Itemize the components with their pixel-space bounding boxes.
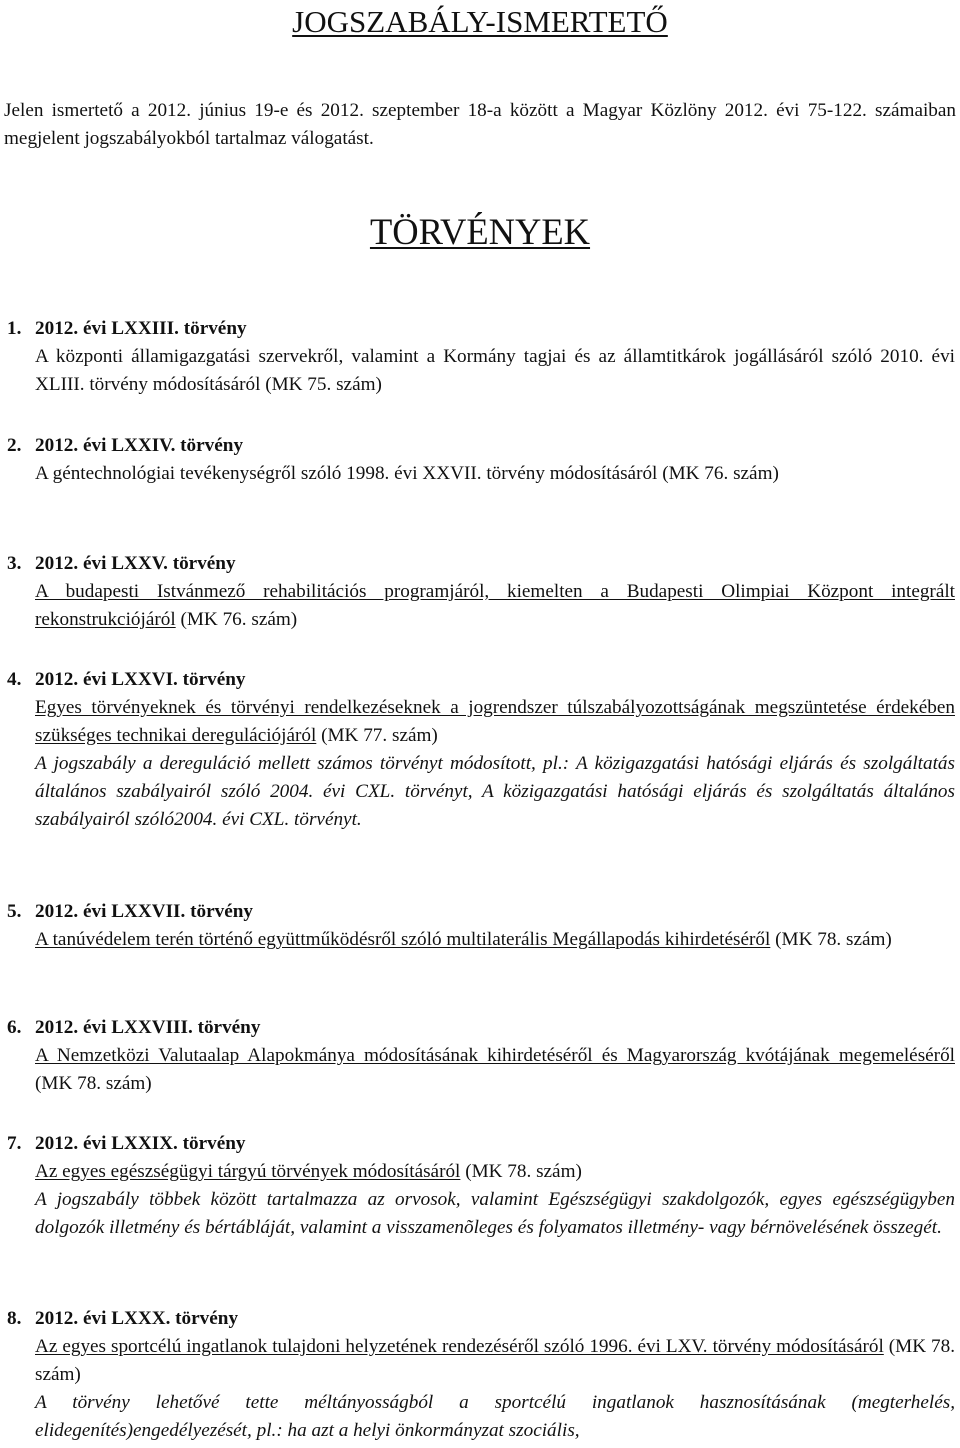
law-entry [7,432,955,488]
intro-paragraph: Jelen ismertető a 2012. június 19-e és 2012. szeptember 18-a között a Magyar Közlöny 2012. évi 75-122. számaiban megjelent jogszabályokból tartalmaz válogatást. [4,100,956,149]
law-title-paragraph [35,1158,955,1186]
law-entry [7,1305,956,1445]
law-heading [7,1305,955,1333]
law-heading-text: 2012. évi LXXIII. törvény [35,318,247,339]
law-entry [7,898,955,954]
law-heading [7,550,955,578]
law-title: Az egyes egészségügyi tárgyú törvények módosításáról [35,1161,461,1182]
law-source: (MK 78. szám) [460,1161,582,1182]
law-number: 8. [7,1308,22,1329]
law-title: A budapesti Istvánmező rehabilitációs programjáról, kiemelten a Budapesti Olimpiai Központ integrált rekonstrukciójáról [35,581,955,630]
law-number: 2. [7,435,22,456]
law-heading [7,898,955,926]
law-heading [7,666,955,694]
law-heading-text: 2012. évi LXXVIII. törvény [35,1017,261,1038]
document-title: JOGSZABÁLY-ISMERTETŐ [292,4,668,39]
law-title-paragraph [35,1333,955,1389]
law-heading-text: 2012. évi LXXX. törvény [35,1308,239,1329]
law-source: (MK 78. szám) [770,929,892,950]
law-entry [7,1014,955,1098]
law-number: 3. [7,553,22,574]
law-title: A tanúvédelem terén történő együttműködésről szóló multilaterális Megállapodás kihirdetéséről [35,929,771,950]
law-title: A géntechnológiai tevékenységről szóló 1998. évi XXVII. törvény módosításáról [35,463,658,484]
law-title: Egyes törvényeknek és törvényi rendelkezéseknek a jogrendszer túlszabályozottságának megszüntetése érdekében szükséges technikai deregulációjáról [35,697,955,746]
law-title: A központi államigazgatási szervekről, valamint a Kormány tagjai és az államtitkárok jogállásáról szóló 2010. évi XLIII. törvény módosításáról [35,346,955,395]
law-entry [7,1130,955,1242]
law-number: 7. [7,1133,22,1154]
law-title-paragraph [35,694,955,750]
law-heading [7,1014,955,1042]
law-heading [7,432,955,460]
law-source: (MK 78. szám) [35,1336,956,1385]
law-heading [7,315,955,343]
law-number: 4. [7,669,22,690]
law-heading-text: 2012. évi LXXV. törvény [35,553,236,574]
law-title-paragraph [35,578,955,634]
law-source: (MK 78. szám) [35,1073,152,1094]
law-heading-text: 2012. évi LXXIV. törvény [35,435,244,456]
law-entry [7,666,955,834]
law-note: A jogszabály a dereguláció mellett számos törvényt módosított, pl.: A közigazgatási hatósági eljárás és szolgáltatás általános szabályairól szóló 2004. évi CXL. törvényt, A közigazgatási hatósági eljárás és szolgáltatás általános szabályairól szóló2004. évi CXL. törvényt. [35,753,955,830]
law-source: (MK 75. szám) [260,374,382,395]
law-title-paragraph [35,460,955,488]
law-title-paragraph [35,1042,955,1098]
law-title: A Nemzetközi Valutaalap Alapokmánya módosításának kihirdetéséről és Magyarország kvótájának megemeléséről [35,1045,955,1066]
law-source: (MK 77. szám) [316,725,438,746]
section-title: TÖRVÉNYEK [369,211,591,252]
law-heading-text: 2012. évi LXXIX. törvény [35,1133,246,1154]
law-title: Az egyes sportcélú ingatlanok tulajdoni helyzetének rendezéséről szóló 1996. évi LXV. törvény módosításáról [35,1336,884,1357]
law-number: 6. [7,1017,22,1038]
law-entry [7,550,955,634]
law-heading-text: 2012. évi LXXVI. törvény [35,669,246,690]
law-note: A törvény lehetővé tette méltányosságból a sportcélú ingatlanok hasznosításának (megterhelés, elidegenítés)engedélyezését, pl.: ha azt a helyi önkormányzat szociális, [35,1392,955,1441]
law-heading [7,1130,955,1158]
law-entry [7,315,955,399]
law-title-paragraph [35,343,955,399]
law-source: (MK 76. szám) [175,609,298,630]
law-number: 1. [7,318,22,339]
law-title-paragraph [35,926,955,954]
law-number: 5. [7,901,22,922]
law-heading-text: 2012. évi LXXVII. törvény [35,901,253,922]
law-note: A jogszabály többek között tartalmazza az orvosok, valamint Egészségügyi szakdolgozók, egyes egészségügyben dolgozók illetmény és bértábláját, valamint a visszamenõleges és folyamatos illetmény- vagy bérnövelésének összegét. [35,1189,955,1238]
law-source: (MK 76. szám) [657,463,779,484]
